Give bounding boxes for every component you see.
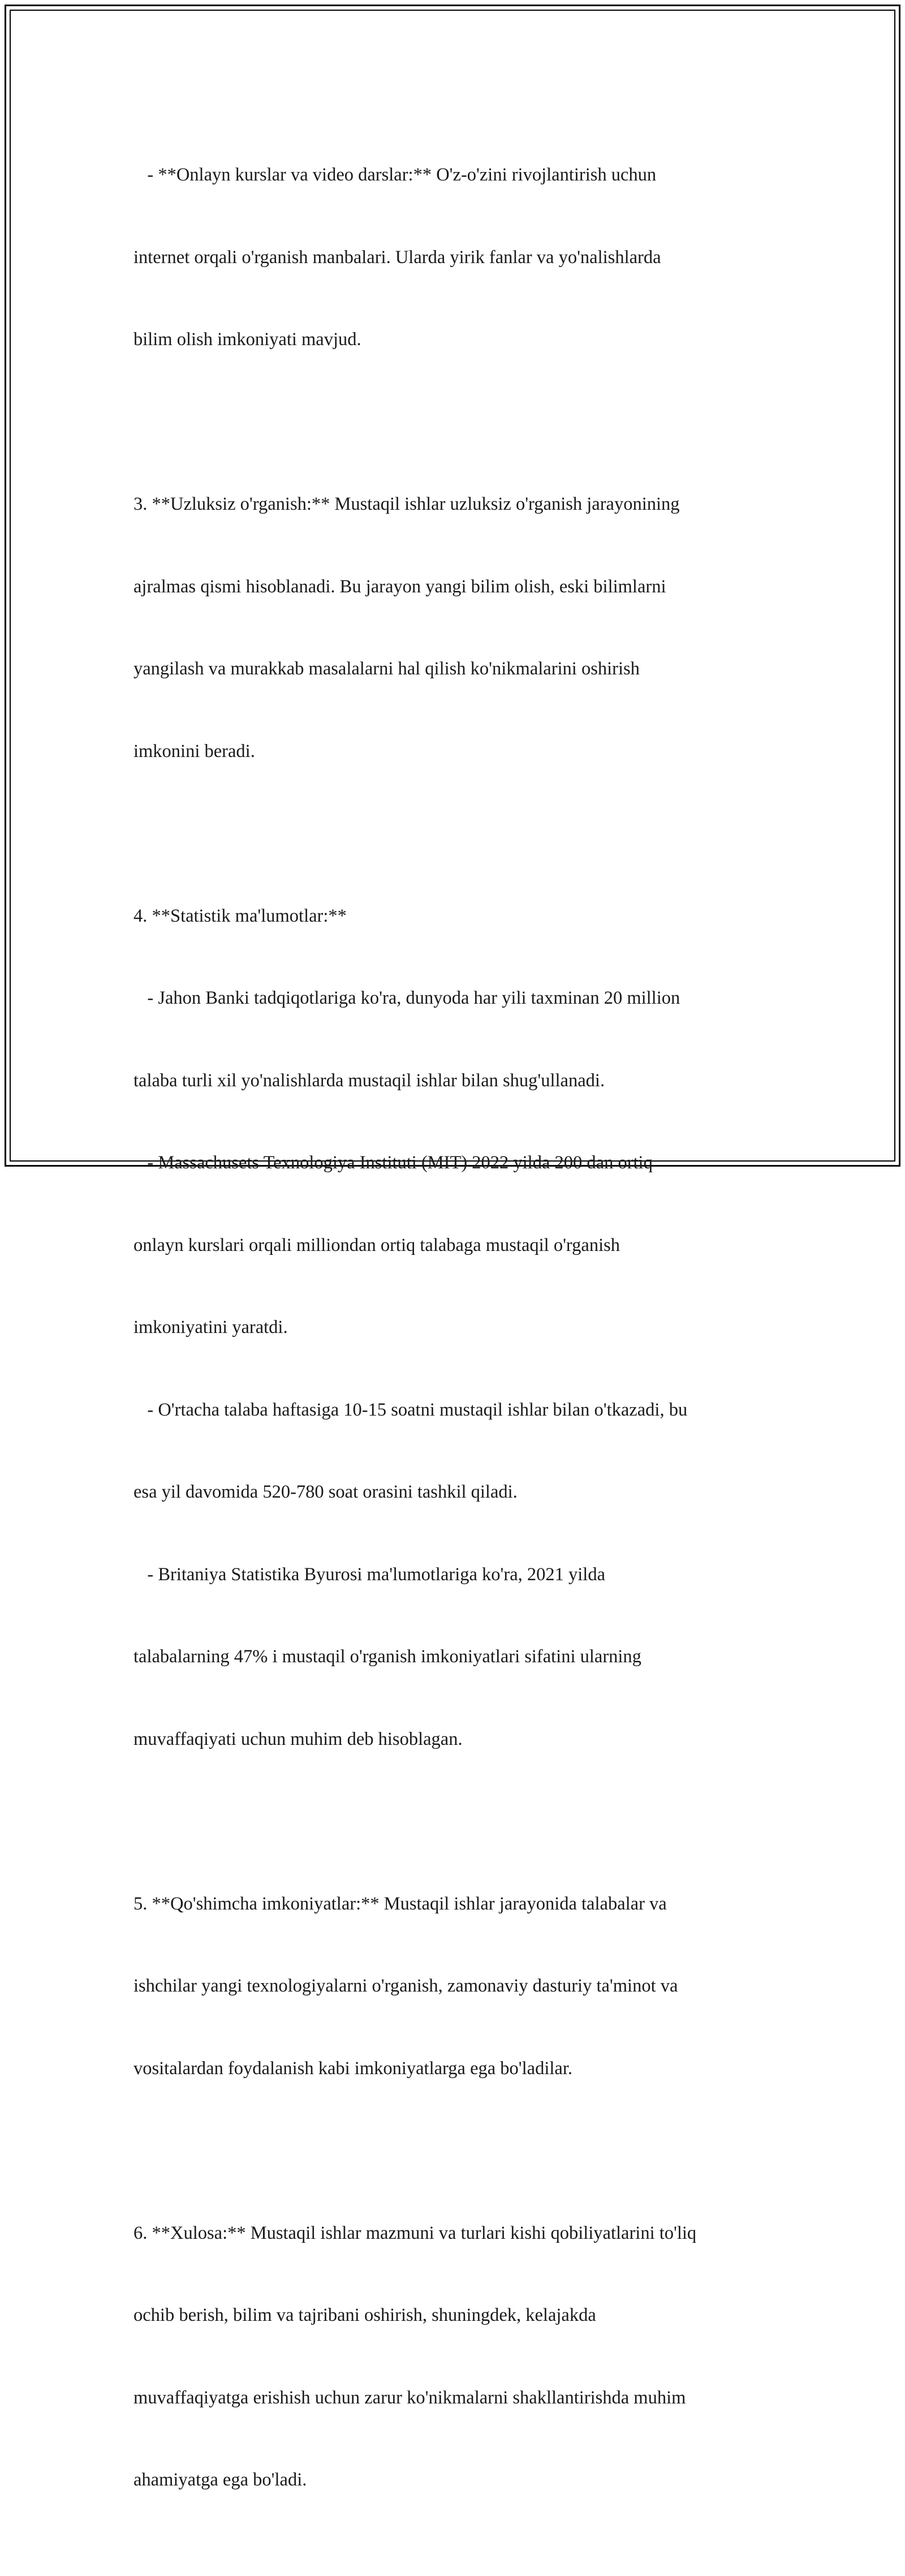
text-line: ochib berish, bilim va tajribani oshirish, shuningdek, kelajakda bbox=[133, 2305, 596, 2325]
text-line: - Jahon Banki tadqiqotlariga ko'ra, dunyoda har yili taxminan 20 million bbox=[133, 988, 680, 1008]
text-line: - **Onlayn kurslar va video darslar:** O'z-o'zini rivojlantirish uchun bbox=[133, 165, 657, 185]
text-line: - Britaniya Statistika Byurosi ma'lumotlariga ko'ra, 2021 yilda bbox=[133, 1564, 606, 1585]
text-line: muvaffaqiyati uchun muhim deb hisoblagan. bbox=[133, 1728, 463, 1749]
text-line: 5. **Qo'shimcha imkoniyatlar:** Mustaqil ishlar jarayonida talabalar va bbox=[133, 1893, 667, 1914]
text-line: bilim olish imkoniyati mavjud. bbox=[133, 329, 361, 350]
paragraph-online-courses bbox=[133, 106, 784, 408]
paragraph-additional-opportunities bbox=[133, 1835, 784, 2138]
text-line: talaba turli xil yo'nalishlarda mustaqil ishlar bilan shug'ullanadi. bbox=[133, 1070, 605, 1091]
text-line: - O'rtacha talaba haftasiga 10-15 soatni mustaqil ishlar bilan o'tkazadi, bu bbox=[133, 1399, 688, 1420]
document-body bbox=[133, 106, 784, 2576]
text-line: - Massachusets Texnologiya Instituti (MIT) 2022 yilda 200 dan ortiq bbox=[133, 1152, 653, 1173]
text-line: vositalardan foydalanish kabi imkoniyatlarga ega bo'ladilar. bbox=[133, 2058, 573, 2079]
text-line: muvaffaqiyatga erishish uchun zarur ko'nikmalarni shakllantirishda muhim bbox=[133, 2387, 686, 2408]
text-line: onlayn kurslari orqali milliondan ortiq talabaga mustaqil o'rganish bbox=[133, 1235, 620, 1255]
text-line: imkonini beradi. bbox=[133, 741, 255, 762]
text-line: ahamiyatga ega bo'ladi. bbox=[133, 2470, 307, 2490]
paragraph-conclusion bbox=[133, 2165, 784, 2549]
text-line: 3. **Uzluksiz o'rganish:** Mustaqil ishlar uzluksiz o'rganish jarayonining bbox=[133, 494, 680, 514]
text-line: 6. **Xulosa:** Mustaqil ishlar mazmuni va turlari kishi qobiliyatlarini to'liq bbox=[133, 2222, 697, 2243]
text-line: internet orqali o'rganish manbalari. Ularda yirik fanlar va yo'nalishlarda bbox=[133, 247, 661, 268]
text-line: yangilash va murakkab masalalarni hal qilish ko'nikmalarini oshirish bbox=[133, 659, 640, 679]
text-line: 4. **Statistik ma'lumotlar:** bbox=[133, 905, 347, 926]
text-line: talabalarning 47% i mustaqil o'rganish imkoniyatlari sifatini ularning bbox=[133, 1646, 641, 1667]
text-line: esa yil davomida 520-780 soat orasini tashkil qiladi. bbox=[133, 1482, 518, 1502]
text-line: ajralmas qismi hisoblanadi. Bu jarayon yangi bilim olish, eski bilimlarni bbox=[133, 576, 666, 597]
paragraph-statistics bbox=[133, 848, 784, 1808]
paragraph-continuous-learning bbox=[133, 436, 784, 820]
text-line: ishchilar yangi texnologiyalarni o'rganish, zamonaviy dasturiy ta'minot va bbox=[133, 1976, 678, 1996]
text-line: imkoniyatini yaratdi. bbox=[133, 1317, 288, 1338]
